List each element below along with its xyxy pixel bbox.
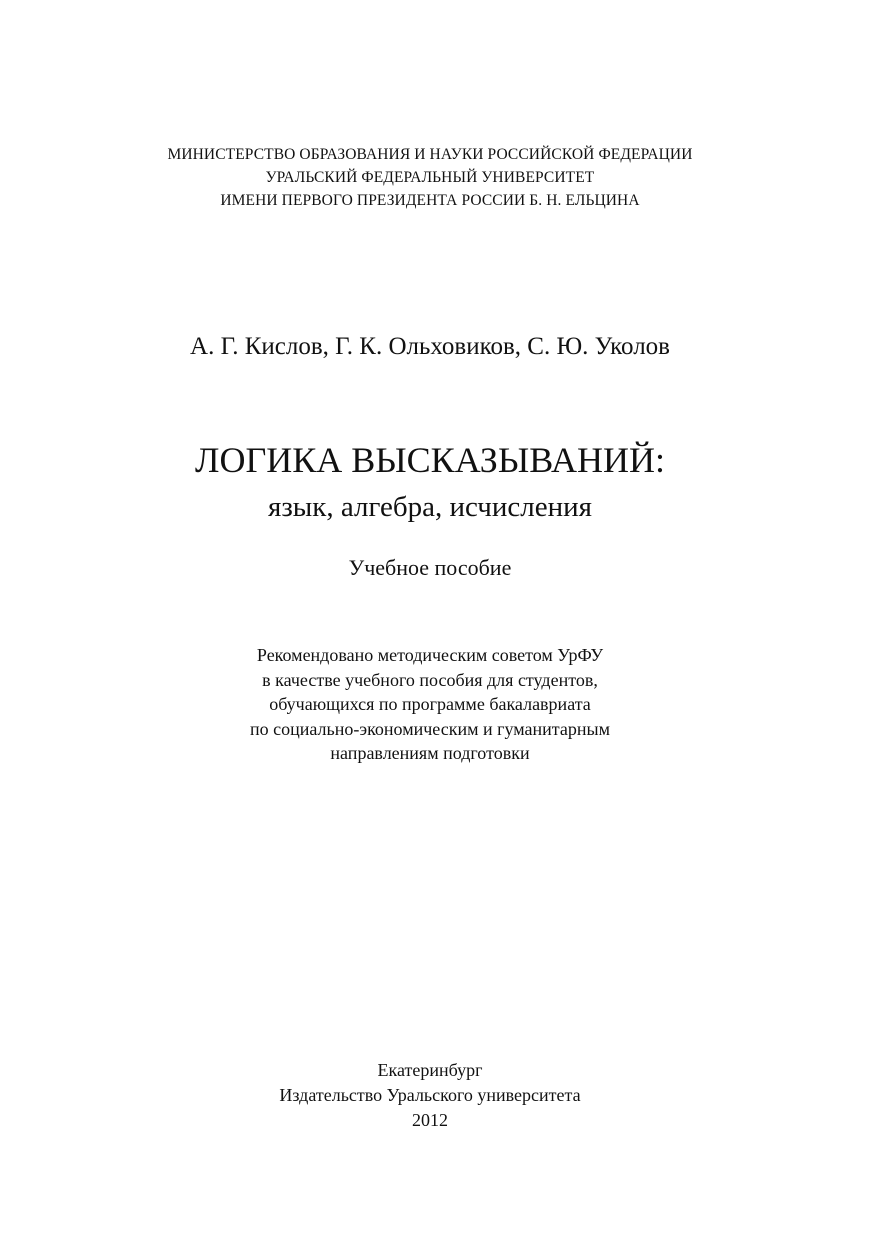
imprint-city: Екатеринбург	[377, 1060, 483, 1080]
recommendation-line: направлениям подготовки	[330, 743, 530, 763]
book-title: ЛОГИКА ВЫСКАЗЫВАНИЙ:	[195, 440, 665, 480]
imprint	[0, 1058, 860, 1133]
book-subtitle: язык, алгебра, исчисления	[268, 491, 592, 523]
recommendation-line: в качестве учебного пособия для студентов,	[262, 669, 598, 690]
recommendation-note	[0, 643, 860, 766]
imprint-year: 2012	[412, 1110, 448, 1130]
institution-line-university: УРАЛЬСКИЙ ФЕДЕРАЛЬНЫЙ УНИВЕРСИТЕТ	[265, 169, 595, 186]
institution-line-ministry: МИНИСТЕРСТВО ОБРАЗОВАНИЯ И НАУКИ РОССИЙСКОЙ ФЕДЕРАЦИИ	[167, 146, 693, 163]
document-type: Учебное пособие	[348, 555, 512, 580]
authors: А. Г. Кислов, Г. К. Ольховиков, С. Ю. Уколов	[190, 333, 670, 360]
recommendation-line: Рекомендовано методическим советом УрФУ	[256, 645, 604, 665]
institution-line-named-after: ИМЕНИ ПЕРВОГО ПРЕЗИДЕНТА РОССИИ Б. Н. ЕЛЬЦИНА	[220, 192, 640, 209]
recommendation-line: обучающихся по программе бакалавриата	[269, 694, 591, 714]
institution-header	[0, 143, 860, 212]
recommendation-line: по социально-экономическим и гуманитарным	[250, 718, 610, 739]
imprint-publisher: Издательство Уральского университета	[279, 1085, 581, 1105]
